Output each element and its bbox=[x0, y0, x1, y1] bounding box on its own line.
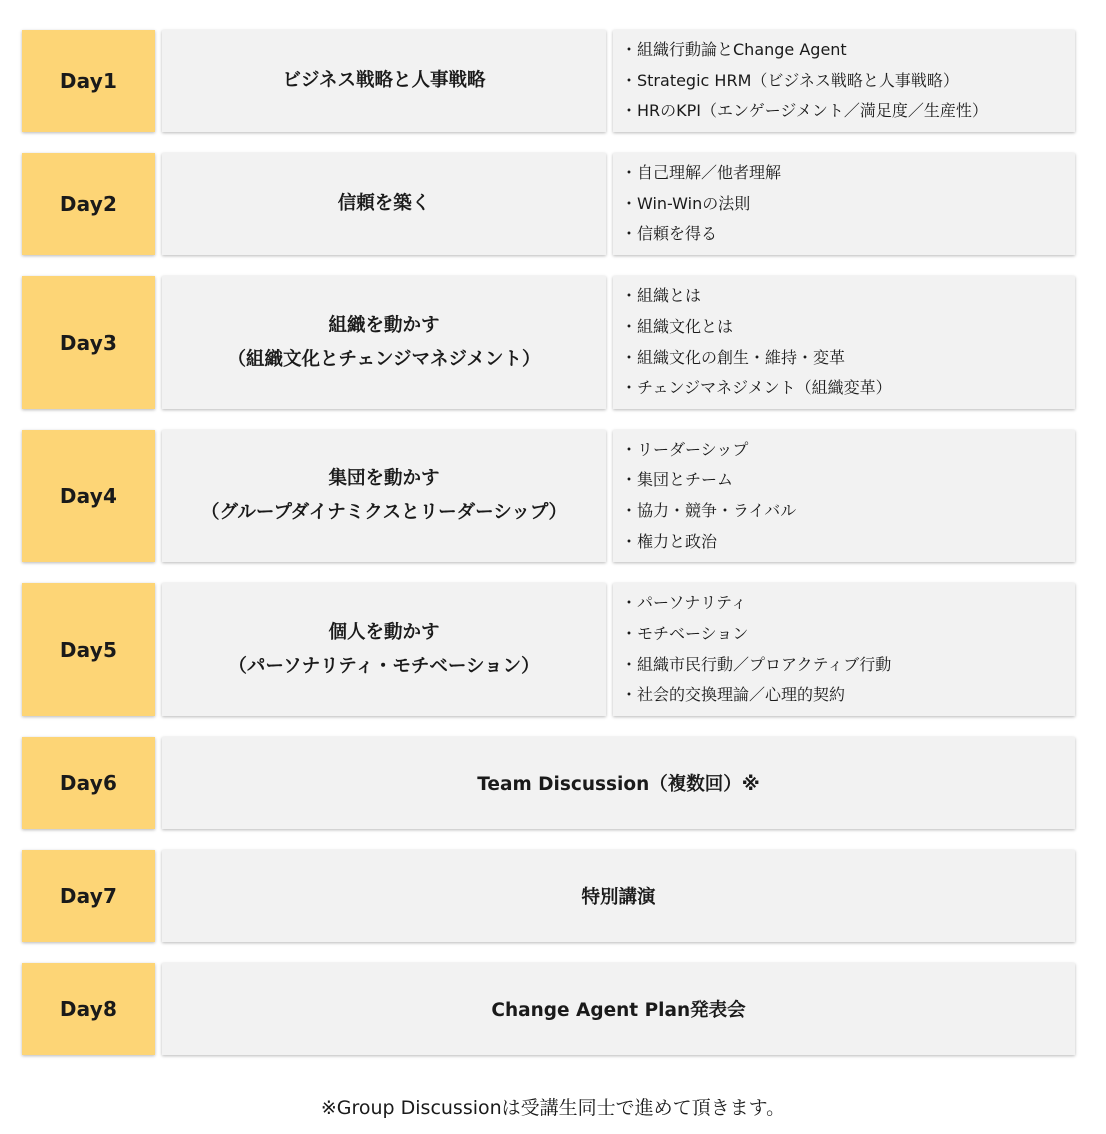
session-theme bbox=[162, 276, 606, 409]
schedule-row-day2 bbox=[22, 153, 1075, 255]
topic-item: ・Strategic HRM（ビジネス戦略と人事戦略） bbox=[621, 70, 959, 90]
theme-line: 集団を動かす bbox=[328, 468, 440, 489]
theme-line: 信頼を築く bbox=[337, 193, 431, 214]
session-theme bbox=[162, 583, 606, 716]
theme-subline: （組織文化とチェンジマネジメント） bbox=[227, 348, 541, 370]
topic-item: ・社会的交換理論／心理的契約 bbox=[621, 685, 846, 705]
topic-item: ・組織とは bbox=[621, 286, 702, 306]
theme-subline: （グループダイナミクスとリーダーシップ） bbox=[200, 502, 568, 523]
topic-item: ・組織文化とは bbox=[621, 316, 734, 336]
topic-item: ・組織市民行動／プロアクティブ行動 bbox=[621, 654, 892, 674]
topic-list bbox=[613, 430, 1075, 562]
session-title: 特別講演 bbox=[162, 850, 1075, 942]
theme-line: 個人を動かす bbox=[328, 621, 440, 643]
day-label: Day8 bbox=[22, 963, 155, 1055]
topic-item: ・モチベーション bbox=[621, 623, 749, 643]
topic-item: ・組織行動論とChange Agent bbox=[621, 40, 847, 60]
schedule-row-day8 bbox=[22, 963, 1075, 1055]
topic-item: ・権力と政治 bbox=[621, 531, 718, 551]
day-label: Day6 bbox=[22, 737, 155, 829]
theme-subline: （パーソナリティ・モチベーション） bbox=[228, 655, 540, 677]
topic-item: ・信頼を得る bbox=[621, 224, 718, 244]
topic-item: ・協力・競争・ライバル bbox=[621, 501, 797, 520]
topic-item: ・HRのKPI（エンゲージメント／満足度／生産性） bbox=[621, 101, 988, 121]
topic-list bbox=[613, 583, 1075, 716]
topic-item: ・Win-Winの法則 bbox=[621, 193, 751, 213]
footnote: ※Group Discussionは受講生同士で進めて頂きます。 bbox=[320, 1097, 786, 1119]
theme-line: ビジネス戦略と人事戦略 bbox=[282, 70, 486, 91]
topic-list bbox=[613, 153, 1075, 255]
topic-list bbox=[613, 30, 1075, 132]
session-theme bbox=[162, 30, 606, 132]
schedule-row-day3 bbox=[22, 276, 1075, 409]
session-theme bbox=[162, 153, 606, 255]
schedule-row-day6 bbox=[22, 737, 1075, 829]
theme-line: 組織を動かす bbox=[328, 314, 440, 336]
day-label: Day1 bbox=[22, 30, 155, 132]
day-label: Day3 bbox=[22, 276, 155, 409]
topic-item: ・自己理解／他者理解 bbox=[621, 163, 782, 183]
session-title: Team Discussion（複数回）※ bbox=[162, 737, 1075, 829]
day-label: Day7 bbox=[22, 850, 155, 942]
topic-item: ・チェンジマネジメント（組織変革） bbox=[621, 378, 892, 398]
schedule-row-day7 bbox=[22, 850, 1075, 942]
session-title: Change Agent Plan発表会 bbox=[162, 963, 1075, 1055]
schedule-row-day1 bbox=[22, 30, 1075, 132]
schedule-row-day5 bbox=[22, 583, 1075, 716]
topic-item: ・パーソナリティ bbox=[621, 593, 747, 613]
day-label: Day2 bbox=[22, 153, 155, 255]
session-theme bbox=[162, 430, 606, 562]
topic-item: ・組織文化の創生・維持・変革 bbox=[621, 347, 846, 367]
topic-item: ・集団とチーム bbox=[621, 470, 734, 490]
topic-list bbox=[613, 276, 1075, 409]
topic-item: ・リーダーシップ bbox=[621, 439, 749, 459]
day-label: Day5 bbox=[22, 583, 155, 716]
day-label: Day4 bbox=[22, 430, 155, 562]
schedule-row-day4 bbox=[22, 430, 1075, 562]
